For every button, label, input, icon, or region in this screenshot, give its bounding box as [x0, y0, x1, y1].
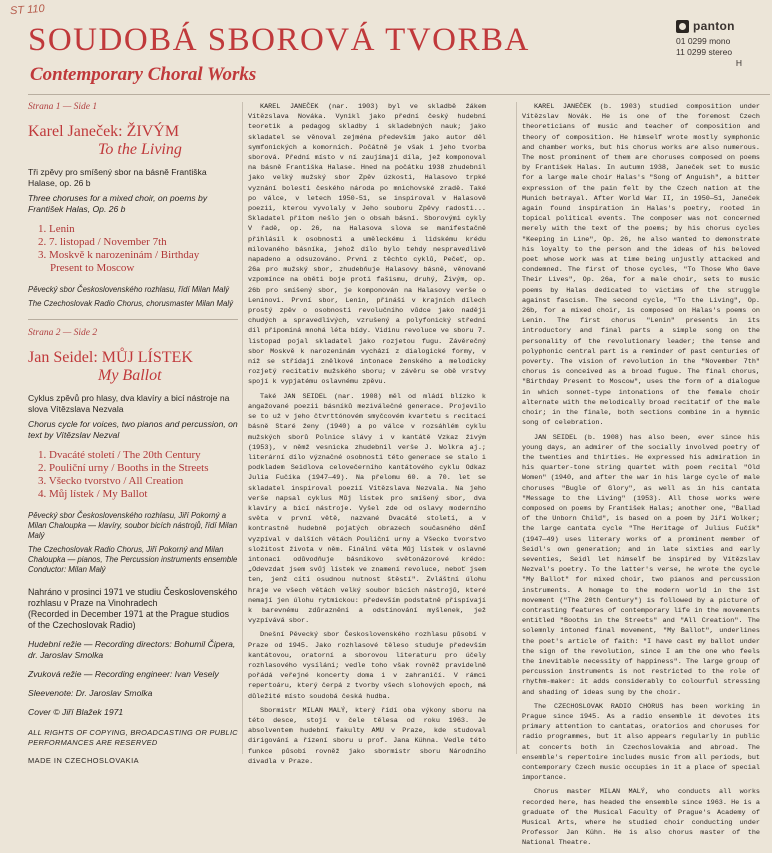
side-2-track-list — [28, 449, 238, 501]
side-1-track-list — [28, 223, 238, 275]
sleeve-notes-czech — [248, 102, 486, 771]
side-1-work-title: Karel Janeček: ŽIVÝM — [28, 123, 180, 140]
list-item: 3. Všecko tvorstvo / All Creation — [38, 475, 184, 487]
paragraph: Dnešní Pěvecký sbor Československého rozhlasu působí v Praze od 1945. Jako rozhlasové těleso studuje především kantátovou, oratorní a sborovou literaturu pro účely rozhlasového vysílání; vedle toho však rovněž pravidelně pořádá veřejné koncerty doma i v zahraničí. V rámci repertoáru, který čerpá z tvorby všech slohových epoch, má důležité místo soudobá česká hudba. — [248, 631, 486, 701]
list-item: 1. Dvacáté století / The 20th Century — [38, 449, 201, 461]
paragraph: Chorus master MILAN MALÝ, who conducts all works recorded here, has headed the ensemble since 1963. He is a graduate of the Musical Faculty of Prague's Academy of Musical Arts, where he studied choir conducting under Professor Jan Kühn. He is also chorus master of the National Theatre. — [522, 788, 760, 848]
catalog-stereo: 11 0299 stereo — [676, 47, 733, 57]
recording-info — [28, 587, 238, 766]
recording-note-cz: Nahráno v prosinci 1971 ve studiu Československého rozhlasu v Praze na Vinohradech — [28, 587, 238, 608]
paragraph: Také JAN SEIDEL (nar. 1908) měl od mládí blízko k angažované poezii básníků meziválečné generace. Projevilo se to už v jeho čtvrttónovém smyčcovém kvartetu s recitací básně Staré ženy (1940) a po válce v rozsáhlém cyklu mužských sborů Polnice slávy i v kantátě Vzkaz živým (1953), v němž vesnicka zhudebnil verše J. Wolkra aj.; literární dílo význačné osobnosti této generace se stalo i podkladem Seidlova celovečerního kantátového cyklu Odkaz Julia Fučíka (1947—49). Na přelomu 60. a 70. let se skladatel inspiroval poezií Vítězslava Nezvala. Na jeho verše napsal cyklus Můj lístek pro smíšený sbor, dva klavíry a bicí nástroje. Vyšel zde od oslavy moderního světa v první větě, nazvané Dvacáté století, a v kontrastně hudebně pojatých obrazech současného děnÍ vyzpíval v dalších větách Pouliční urny a Všecko tvorstvo složitost života v něm. Finální věta Můj lístek v oslavné intonaci odůvodňuje básníkovo světonázorové krédo: „Odevzdat jsem svůj lístek ve znamení revoluce, neboť jsem ten, jenž cítí osudnou nutnost štěstí". Zvláštní úlohu hraje ve všech větách velký soubor bicích nástrojů, které nemají jen úlohu rytmickou: především podstatně přispívají k barevnému zdůraznění a odstínování myšlenek, jež vyzpívává sbor. — [248, 392, 486, 626]
list-item: 1. Lenin — [38, 223, 75, 235]
side-1-work-title-en: To the Living — [98, 141, 182, 158]
record-label-info — [676, 20, 768, 69]
column-divider — [242, 102, 243, 754]
cover-credit: Cover © Jiří Blažek 1971 — [28, 707, 124, 717]
made-in-notice: MADE IN CZECHOSLOVAKIA — [28, 756, 140, 765]
side-2-label: Strana 2 — Side 2 — [28, 328, 98, 338]
paragraph: Sbormistr MILAN MALÝ, který řídí oba výkony sboru na této desce, stojí v čele tělesa od roku 1963. Je absolventem hudební fakulty AMU v Praze, kde studoval dirigování a řízení sboru u prof. Jana Kühna. Vedle této funkce působí rovněž jako sbormistr sboru Národního divadla v Praze. — [248, 706, 486, 766]
side-2-credit-cz: Pěvecký sbor Československého rozhlasu, Jiří Pokorný a Milan Chaloupka — klavíry, soubor bicích nástrojů, řídí Milan Malý — [28, 511, 238, 540]
track-listing-column — [28, 102, 238, 766]
list-item: 3. Moskvě k narozeninám / Birthday Present to Moscow — [38, 249, 200, 274]
recording-engineer: Zvuková režie — Recording engineer: Ivan Vesely — [28, 669, 219, 679]
paragraph: KAREL JANEČEK (nar. 1903) byl ve skladbě žákem Vítězslava Nováka. Vynikl jako přední český hudební teoretik a pedagog skladby i skladebných nauk; jako skladatel se věnoval zejména především jako autor děl symfonických a komorních. Počátně je však i jeho tvorba sborová. Přední místo v ní zaujímají díla, jež komponoval na básně Františka Halase. Hned na počátku 1938 zhudebnil jako velký mužský sbor Zpěv úzkosti, Halasovo trpké vyznání bolesti českého národa po mnichovské zradě. Také po válce, v letech 1950-51, se inspiroval v Halasově poezii, kterou vyvolaly v Jeho souboru Zpěvy radosti... Skladatel přitom nešlo jen o obsah básní. Sborovými cykly V řadě, op. 26, na Halasova slova se manifestačně přihlásil k osobnosti a uměleckému i lidskému krédu milovaného básníka, jehož dílo bylo tehdy nespravedlivě napadeno a odsuzováno. První z těchto cyklů, Pečeť, op. 26a pro mužský sbor, zhudebňuje Halasovy básně, věnované vzpomínce na oběti boje proti fašismu, druhý, Živým, op. 26b pro smíšený sbor, je komponován na Halasovy verše o Leninovi. První sbor, Lenin, přináší v krajních dílech prostý zpěv o osobnosti revolučního vůdce jako naději chudých a spravedlivých, vzrušený a polyfonický střední díl připomíná mnohá léta bídy. Vidinu revoluce ve sboru 7. listopad pojal skladatel jako rozjetou fugu. Závěrečný sbor Moskvě k narozeninám vychází z dialogické formy, v níž se střídají znělkové intonace ženského a melodicky rozjetý recitativ mužského sboru; v závěru se obě vrstvy spojí k vypjatému oslavnému zpěvu. — [248, 103, 486, 387]
page-subtitle: Contemporary Choral Works — [30, 64, 257, 85]
page-title: SOUDOBÁ SBOROVÁ TVORBA — [28, 22, 530, 58]
paragraph: JAN SEIDEL (b. 1908) has also been, ever since his young days, an admirer of the socially involved poetry of the twenties and thirties. He expressed his admiration in his quarter-tone string quartet with poem recital "Old Women" (1940, and after the war in his large cycle of male choruses "Bugle of Glory", as well as in his cantata "Message to the Living" (1953). All those works were composed on poems by František Halas; another one, "Ballad of the Unborn Child", is based on a poem by Jiří Wolker; the large cantata cycle "The Heritage of Julius Fučík" (1947—49) uses literary works of a prominent member of Seidl's own generation; and in late sixties and early seventies, Seidl let himself be inspired by Vítězslav Nezval's poetry. To the latter's verse, he wrote the cycle "My Ballot" for mixed choir, two pianos and percussion instruments. A homage to the modern world in the 1st movement ("The 20th Century") is followed by a picture of contrasting features of contemporary life in the movements entitled "Booths in the Streets" and "All Creation". The solemnly intoned final movement, "My Ballot", underlines the poet's article of faith: "I have cast my ballot under the sign of the revolution, since I am the one who feels the inevitable necessity of happiness". The large group of percussion instruments is not restricted to the role of rhythm-maker: it adds considerably to colourful stressing and shading of ideas sung by the choir. — [522, 433, 760, 697]
panton-logo-icon — [676, 20, 689, 33]
rights-notice: ALL RIGHTS OF COPYING, BROADCASTING OR PUBLIC PERFORMANCES ARE RESERVED — [28, 728, 238, 747]
catalog-mono: 01 0299 mono — [676, 36, 731, 46]
sleeve-note-author: Sleevenote: Dr. Jaroslav Smolka — [28, 688, 153, 698]
side-1-credit-en: The Czechoslovak Radio Chorus, chorusmaster Milan Malý — [28, 299, 233, 308]
side-1-credit-cz: Pěvecký sbor Československého rozhlasu, řídí Milan Malý — [28, 285, 230, 294]
recording-directors: Hudební režie — Recording directors: Bohumil Čipera, dr. Jaroslav Smolka — [28, 639, 236, 660]
header-divider — [28, 94, 770, 95]
sleeve-notes-english — [522, 102, 760, 853]
list-item: 2. Pouliční urny / Booths in the Streets — [38, 462, 209, 474]
side-divider — [28, 319, 238, 320]
brand — [676, 20, 768, 33]
recording-note-en: (Recorded in December 1971 at the Prague studios of the Czechoslovak Radio) — [28, 609, 229, 630]
side-1-label: Strana 1 — Side 1 — [28, 102, 98, 112]
side-2-description-en: Chorus cycle for voices, two pianos and percussion, on text by Vítězslav Nezval — [28, 419, 238, 440]
side-2-description-cz: Cyklus zpěvů pro hlasy, dva klavíry a bicí nástroje na slova Vítězslava Nezvala — [28, 393, 230, 414]
brand-name: panton — [693, 19, 735, 33]
paragraph: KAREL JANEČEK (b. 1903) studied composition under Vítězslav Novák. He is one of the foremost Czech theoreticians of music and teacher of composition and theory of composition. He himself wrote mostly symphonic and chamber works, but his chorus works are also numerous. The most prominent of them are choruses composed on poems by František Halas. In autumn 1938, Janeček set to music for a large male choir Halas's "Song of Anguish", a bitter expression of the pain felt by the Czech nation at the Munich betrayal. After World War II, in 1950—51, Janeček again found inspiration in Halas's poetry, rooted in topical political events. The composer was not concerned merely with the text of the poems; by his chorus cycles "Keeping in Line", Op. 26, he also wanted to demonstrate his loyalty to the person and the ideas of his beloved poet whose work was at time being unjustly attacked and condemned. The first of those cycles, "To Those Who Gave Their Lives", Op. 26a, for a male choir, sets to music poems by Halas dedicated to victims of the struggle against fascism. The second cycle, "To the Living", Op. 26b, for a mixed choir, is composed on Halas's poems on Lenin. The first chorus "Lenin" presents in its introductory and final parts a simple song on the personality of the revolutionary leader; the tense and polyphonic central part is a reminder of past centuries of poverty. The vision of revolution in the "November 7th" chorus is conceived as a broad fugue. The final chorus, "Birthday Present to Moscow", uses the form of a dialogue in which sonnet-type intonations of the female choir alternate with the melodically broad recitatif of the male choir; in the finale, both sections combine in a hymnic song of celebration. — [522, 103, 760, 428]
side-2-work-title: Jan Seidel: MŮJ LÍSTEK — [28, 349, 193, 366]
catalog-mark: ST 110 — [9, 2, 46, 18]
column-divider — [516, 102, 517, 754]
side-1-description-cz: Tři zpěvy pro smíšený sbor na básně Františka Halase, op. 26 b — [28, 167, 207, 188]
side-2-credit-en: The Czechoslovak Radio Chorus, Jiří Pokorný and Milan Chaloupka — pianos, The Percussion instruments ensemble Conductor: Milan Malý — [28, 545, 238, 574]
price-code: H — [735, 58, 742, 68]
list-item: 2. 7. listopad / November 7th — [38, 236, 167, 248]
list-item: 4. Můj lístek / My Ballot — [38, 488, 148, 500]
paragraph: The CZECHOSLOVAK RADIO CHORUS has been working in Prague since 1945. As a radio ensemble it devotes its primary attention to cantatas, oratorios and choruses for radio programmes, but it also appears regularly in public at concerts both in Czechoslovakia and abroad. The ensemble's repertoire includes music from all periods, but contemporary Czech music occupies in it a place of special importance. — [522, 702, 760, 783]
side-2-work-title-en: My Ballot — [98, 367, 162, 384]
side-1-description-en: Three choruses for a mixed choir, on poems by František Halas, Op. 26 b — [28, 193, 208, 214]
